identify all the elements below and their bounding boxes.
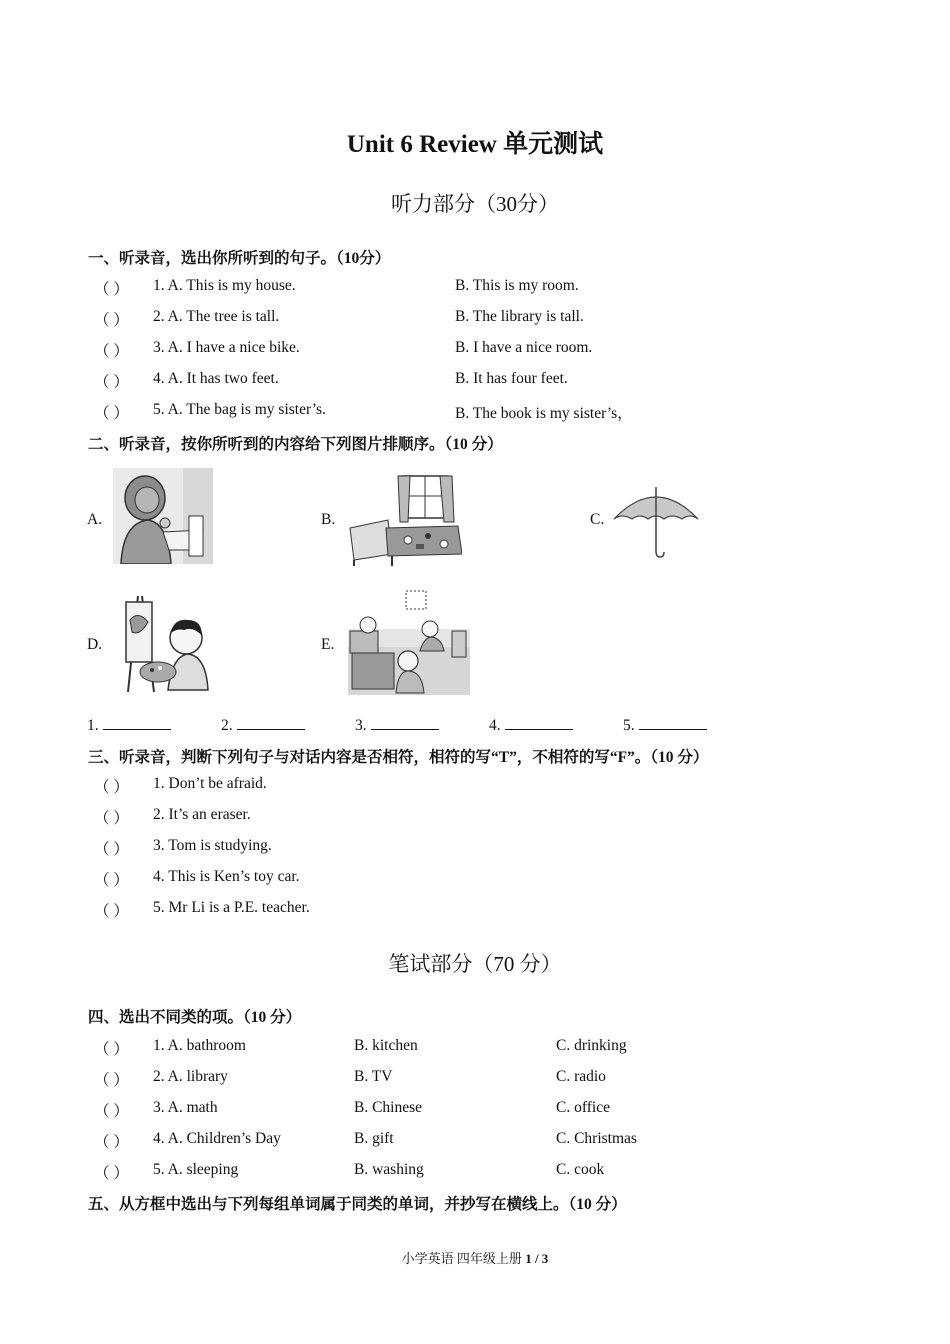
option-b: B. washing [354, 1161, 424, 1178]
writing-heading: 笔试部分（70 分） [388, 952, 562, 976]
option-c: C. Christmas [556, 1130, 637, 1147]
statement: 2. It’s an eraser. [153, 806, 251, 823]
picture-a [113, 468, 213, 564]
answer-blank[interactable] [237, 715, 305, 730]
statement: 5. Mr Li is a P.E. teacher. [153, 899, 310, 916]
answer-number: 4. [489, 717, 501, 734]
option-a: 1. A. bathroom [153, 1037, 246, 1054]
answer-paren[interactable]: （ ） [94, 1165, 129, 1182]
option-a: 2. A. library [153, 1068, 228, 1085]
page-title: Unit 6 Review 单元测试 [346, 131, 604, 158]
option-c: C. drinking [556, 1037, 627, 1054]
answer-blank[interactable] [505, 715, 573, 730]
option-b: B. gift [354, 1130, 394, 1147]
option-b: B. It has four feet. [455, 370, 568, 387]
answer-paren[interactable]: （ ） [94, 374, 129, 391]
part5-heading: 五、从方框中选出与下列每组单词属于同类的单词，并抄写在横线上。（10 分） [88, 1196, 627, 1213]
option-a: 3. A. math [153, 1099, 218, 1116]
answer-paren[interactable]: （ ） [94, 779, 129, 796]
part3-heading: 三、听录音，判断下列句子与对话内容是否相符，相符的写“T”，不相符的写“F”。（10 分） [88, 749, 709, 766]
option-b: B. kitchen [354, 1037, 418, 1054]
order-answer-2[interactable] [221, 715, 305, 735]
option-c: C. cook [556, 1161, 605, 1178]
statement: 1. Don’t be afraid. [153, 775, 267, 792]
page-footer [0, 1248, 950, 1267]
answer-paren[interactable]: （ ） [94, 1134, 129, 1151]
answer-paren[interactable]: （ ） [94, 1103, 129, 1120]
footer-text: 小学英语 四年级上册 [401, 1251, 526, 1266]
order-answer-4[interactable] [489, 715, 573, 735]
option-a: 2. A. The tree is tall. [153, 308, 280, 325]
part2-heading: 二、听录音，按你所听到的内容给下列图片排顺序。（10 分） [88, 436, 503, 453]
answer-number: 3. [355, 717, 367, 734]
answer-paren[interactable]: （ ） [94, 810, 129, 827]
listening-heading: 听力部分（30分） [391, 192, 559, 216]
statement: 4. This is Ken’s toy car. [153, 868, 300, 885]
picture-c [612, 481, 702, 561]
option-a: 5. A. The bag is my sister’s. [153, 401, 326, 418]
lion-washing-illustration [113, 468, 213, 564]
answer-number: 1. [87, 717, 99, 734]
option-b: B. The book is my sister’s， [455, 405, 633, 422]
picture-label-d: D. [87, 636, 103, 653]
option-a: 1. A. This is my house. [153, 277, 296, 294]
umbrella-illustration [612, 481, 702, 561]
option-a: 5. A. sleeping [153, 1161, 239, 1178]
option-a: 4. A. Children’s Day [153, 1130, 281, 1147]
picture-label-c: C. [590, 511, 605, 528]
picture-b [348, 474, 462, 566]
answer-paren[interactable]: （ ） [94, 841, 129, 858]
option-c: C. radio [556, 1068, 606, 1085]
part1-heading: 一、听录音，选出你所听到的句子。（10分） [88, 250, 391, 267]
option-b: B. I have a nice room. [455, 339, 593, 356]
part4-heading: 四、选出不同类的项。（10 分） [88, 1009, 302, 1026]
messy-room-illustration [348, 474, 462, 566]
picture-e [348, 589, 470, 695]
option-b: B. TV [354, 1068, 393, 1085]
answer-paren[interactable]: （ ） [94, 1041, 129, 1058]
option-b: B. The library is tall. [455, 308, 584, 325]
option-b: B. This is my room. [455, 277, 579, 294]
answer-blank[interactable] [371, 715, 439, 730]
statement: 3. Tom is studying. [153, 837, 272, 854]
option-b: B. Chinese [354, 1099, 423, 1116]
answer-number: 5. [623, 717, 635, 734]
answer-blank[interactable] [103, 715, 171, 730]
answer-number: 2. [221, 717, 233, 734]
option-a: 4. A. It has two feet. [153, 370, 279, 387]
answer-paren[interactable]: （ ） [94, 343, 129, 360]
office-workers-illustration [348, 589, 470, 695]
option-c: C. office [556, 1099, 610, 1116]
answer-paren[interactable]: （ ） [94, 1072, 129, 1089]
picture-label-a: A. [87, 511, 103, 528]
answer-paren[interactable]: （ ） [94, 872, 129, 889]
answer-blank[interactable] [639, 715, 707, 730]
answer-paren[interactable]: （ ） [94, 281, 129, 298]
picture-label-e: E. [321, 636, 335, 653]
page-number: 1 / 3 [525, 1251, 549, 1266]
order-answer-1[interactable] [87, 715, 171, 735]
order-answer-5[interactable] [623, 715, 707, 735]
boy-painting-illustration [114, 592, 214, 692]
answer-paren[interactable]: （ ） [94, 312, 129, 329]
answer-paren[interactable]: （ ） [94, 903, 129, 920]
picture-d [114, 592, 214, 692]
order-answer-3[interactable] [355, 715, 439, 735]
option-a: 3. A. I have a nice bike. [153, 339, 300, 356]
answer-paren[interactable]: （ ） [94, 405, 129, 422]
picture-label-b: B. [321, 511, 336, 528]
